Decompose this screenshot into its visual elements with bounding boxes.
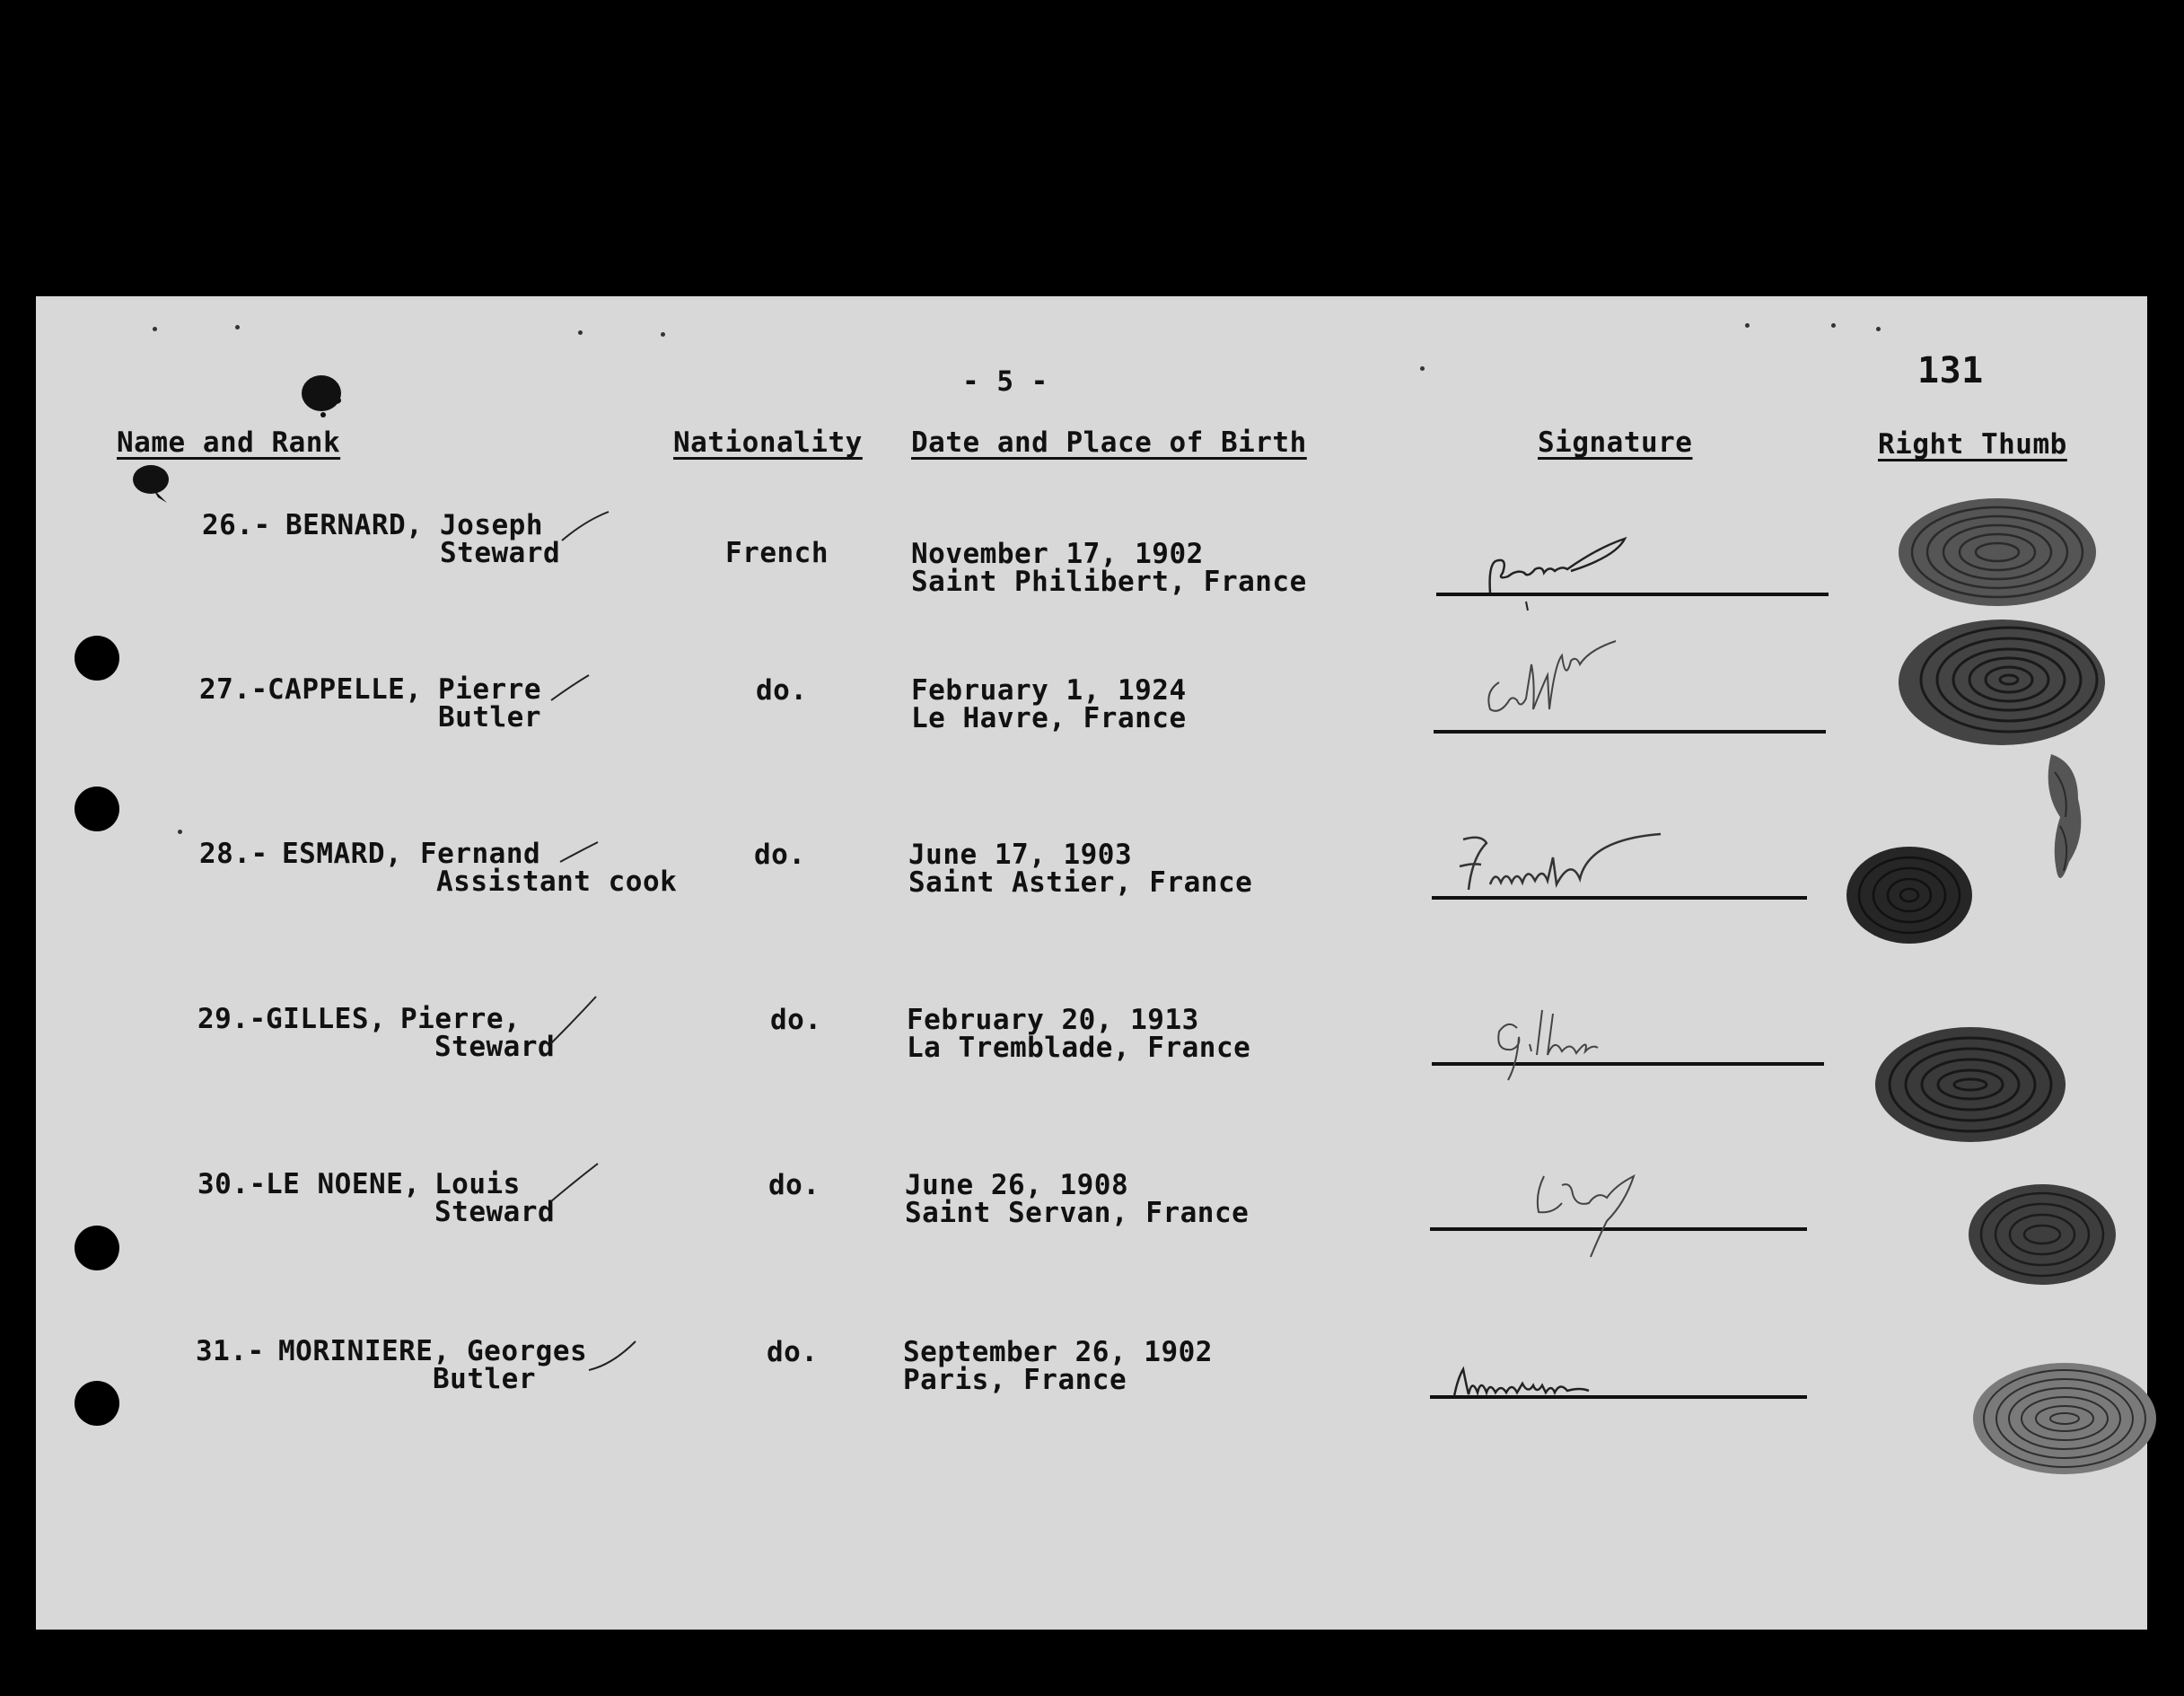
handwritten-signature [1436,830,1706,902]
crew-given-name: Pierre, [400,1003,522,1035]
check-mark-icon [548,993,601,1047]
birth-date: February 20, 1913 [907,1004,1199,1036]
handwritten-signature [1490,1001,1670,1082]
crew-surname: MORINIERE, [278,1335,451,1367]
birth-date: June 26, 1908 [905,1169,1129,1201]
crew-surname: GILLES, [266,1003,387,1035]
thumbprint-smudge [2024,745,2105,898]
thumbprint [1845,844,1975,947]
check-mark-icon [548,672,592,704]
crew-surname: CAPPELLE, [268,673,423,706]
paper-speck [1420,366,1425,371]
crew-surname: LE NOENE, [266,1168,421,1200]
crew-nationality: do. [768,1169,820,1201]
paper-speck [1745,323,1750,328]
row-number: 27.- [199,673,268,706]
header-nationality: Nationality [673,426,863,459]
crew-rank: Butler [438,701,541,734]
header-right-thumb: Right Thumb [1878,428,2067,461]
crew-nationality: do. [770,1004,822,1036]
handwritten-signature [1445,1351,1679,1405]
paper-speck [235,325,240,330]
birth-date: September 26, 1902 [903,1336,1213,1368]
birth-date: June 17, 1903 [908,839,1133,871]
paper-speck [178,830,182,834]
birth-place: Le Havre, France [911,702,1187,734]
paper-speck [661,332,665,337]
crew-given-name: Joseph [440,509,543,541]
thumbprint [1894,615,2109,750]
handwritten-signature [1472,530,1652,611]
header-name-rank: Name and Rank [117,426,341,459]
thumbprint [1894,494,2101,611]
crew-rank: Steward [434,1196,556,1228]
thumbprint [1872,1022,2069,1147]
document-sheet [36,296,2147,1630]
paper-speck [153,327,157,331]
crew-given-name: Pierre [438,673,541,706]
crew-surname: ESMARD, [282,838,403,870]
row-number: 31.- [196,1335,265,1367]
crew-nationality: do. [767,1336,819,1368]
birth-date: November 17, 1902 [911,538,1204,570]
crew-nationality: do. [756,674,808,707]
birth-place: Paris, France [903,1364,1127,1396]
birth-place: Saint Servan, France [905,1197,1250,1229]
paper-speck [1831,323,1836,328]
punch-hole [75,786,119,831]
handwritten-signature [1508,1158,1688,1266]
check-mark-icon [557,839,601,866]
birth-place: Saint Astier, France [908,866,1253,899]
punch-hole [75,1226,119,1270]
check-mark-icon [585,1338,639,1374]
crew-rank: Butler [433,1363,536,1395]
thumbprint [1970,1360,2159,1477]
crew-given-name: Fernand [420,838,541,870]
check-mark-icon [558,508,612,544]
row-number: 26.- [202,509,271,541]
handwritten-signature [1472,628,1652,727]
crew-surname: BERNARD, [285,509,424,541]
row-number: 29.- [197,1003,267,1035]
paper-speck [1876,327,1881,331]
punch-hole [75,636,119,681]
row-number: 30.- [197,1168,267,1200]
page-number: - 5 - [962,365,1048,398]
birth-place: La Tremblade, France [907,1032,1251,1064]
signature-line [1434,730,1826,734]
ink-blot-icon [296,368,350,422]
crew-rank: Assistant cook [436,866,678,898]
thumbprint [1966,1181,2118,1288]
check-mark-icon [548,1160,601,1205]
punch-hole [75,1381,119,1426]
crew-given-name: Georges [467,1335,588,1367]
header-birth: Date and Place of Birth [911,426,1307,459]
paper-speck [578,330,583,335]
birth-date: February 1, 1924 [911,674,1187,707]
crew-rank: Steward [440,537,561,569]
folio-number: 131 [1917,350,1984,391]
header-signature: Signature [1538,426,1693,459]
crew-rank: Steward [434,1031,556,1063]
crew-nationality: French [725,537,829,569]
ink-blot-icon [126,458,180,512]
birth-place: Saint Philibert, France [911,566,1307,598]
crew-nationality: do. [754,839,806,871]
crew-given-name: Louis [434,1168,521,1200]
row-number: 28.- [199,838,268,870]
